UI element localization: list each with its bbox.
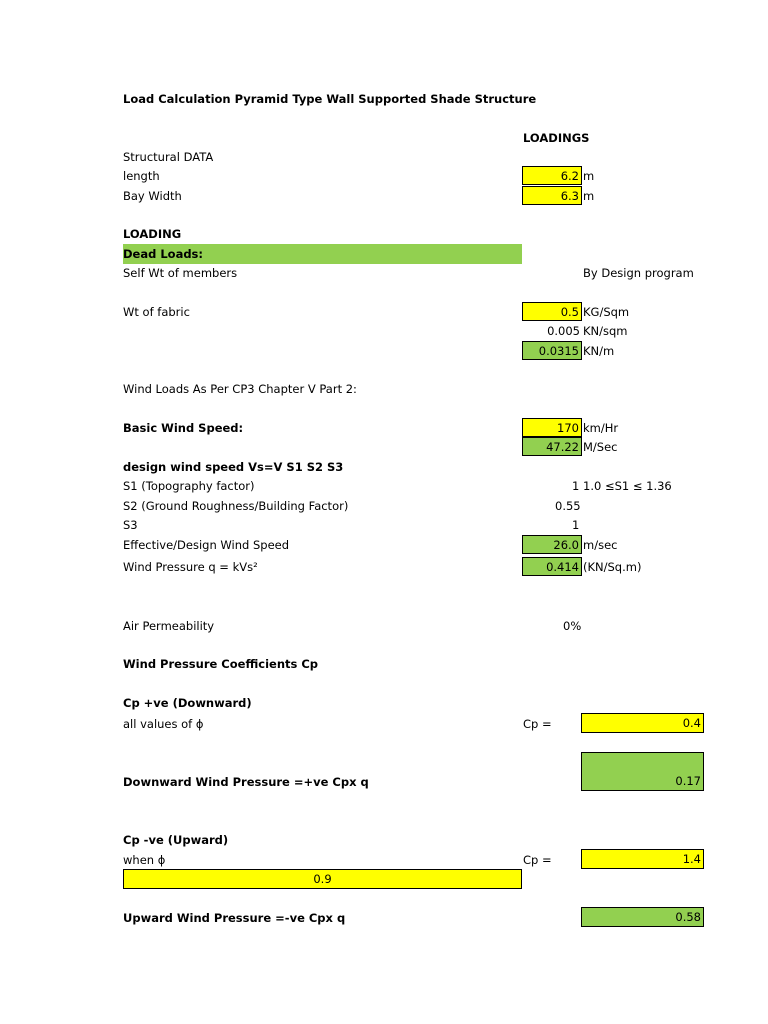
- s3-value: 1: [572, 518, 580, 532]
- cp-negative-cp-label: Cp =: [523, 853, 552, 867]
- fabric-kn-unit: KN/sqm: [583, 324, 628, 338]
- effective-speed-label: Effective/Design Wind Speed: [123, 538, 290, 552]
- length-value-cell[interactable]: 6.2: [522, 166, 582, 185]
- phi-value-cell[interactable]: 0.9: [123, 869, 522, 889]
- upward-pressure-cell[interactable]: 0.58: [581, 907, 704, 927]
- basic-wind-ms-unit: M/Sec: [583, 440, 618, 454]
- length-label: length: [123, 169, 160, 183]
- air-permeability-value: 0%: [563, 619, 582, 633]
- cp-positive-heading: Cp +ve (Downward): [123, 696, 252, 710]
- page-title: Load Calculation Pyramid Type Wall Supported Shade Structure: [123, 92, 537, 106]
- loading-heading: LOADING: [123, 227, 182, 241]
- structural-heading: Structural DATA: [123, 150, 214, 164]
- cp-positive-cp-label: Cp =: [523, 717, 552, 731]
- s2-value: 0.55: [555, 499, 581, 513]
- s3-label: S3: [123, 518, 138, 532]
- bay-width-label: Bay Width: [123, 189, 182, 203]
- cp-negative-heading: Cp -ve (Upward): [123, 833, 229, 847]
- basic-wind-kmh-cell[interactable]: 170: [522, 418, 582, 437]
- dead-loads-label: Dead Loads:: [123, 247, 204, 261]
- design-speed-label: design wind speed Vs=V S1 S2 S3: [123, 460, 344, 474]
- cp-positive-value-cell[interactable]: 0.4: [581, 713, 704, 733]
- self-wt-label: Self Wt of members: [123, 266, 238, 280]
- s1-value: 1: [572, 479, 580, 493]
- fabric-unit: KG/Sqm: [583, 305, 630, 319]
- cp-negative-phi-label: when ϕ: [123, 853, 166, 867]
- self-wt-note: By Design program: [583, 266, 694, 280]
- length-unit: m: [583, 169, 595, 183]
- basic-wind-ms-cell[interactable]: 47.22: [522, 437, 582, 456]
- fabric-knm-unit: KN/m: [583, 344, 615, 358]
- fabric-label: Wt of fabric: [123, 305, 190, 319]
- bay-width-unit: m: [583, 189, 595, 203]
- air-permeability-label: Air Permeability: [123, 619, 215, 633]
- downward-pressure-cell[interactable]: 0.17: [581, 752, 704, 791]
- wind-pressure-label: Wind Pressure q = kVs²: [123, 560, 258, 574]
- s1-label: S1 (Topography factor): [123, 479, 255, 493]
- bay-width-value-cell[interactable]: 6.3: [522, 186, 582, 205]
- s1-range: 1.0 ≤S1 ≤ 1.36: [583, 479, 672, 493]
- cp-positive-phi-label: all values of ϕ: [123, 717, 204, 731]
- fabric-value-cell[interactable]: 0.5: [522, 302, 582, 321]
- basic-wind-kmh-unit: km/Hr: [583, 421, 619, 435]
- fabric-knm-cell[interactable]: 0.0315: [522, 341, 582, 360]
- cp-negative-value-cell[interactable]: 1.4: [581, 849, 704, 869]
- upward-pressure-label: Upward Wind Pressure =-ve Cpx q: [123, 911, 346, 925]
- coefficients-heading: Wind Pressure Coefficients Cp: [123, 657, 319, 671]
- fabric-kn-cell[interactable]: 0.005: [547, 324, 580, 338]
- downward-pressure-label: Downward Wind Pressure =+ve Cpx q: [123, 775, 369, 789]
- wind-pressure-cell[interactable]: 0.414: [522, 557, 582, 576]
- effective-speed-unit: m/sec: [583, 538, 618, 552]
- dead-loads-band: [123, 244, 522, 264]
- effective-speed-cell[interactable]: 26.0: [522, 535, 582, 554]
- wind-heading: Wind Loads As Per CP3 Chapter V Part 2:: [123, 382, 357, 396]
- wind-pressure-unit: (KN/Sq.m): [583, 560, 642, 574]
- loadings-header: LOADINGS: [523, 131, 590, 145]
- s2-label: S2 (Ground Roughness/Building Factor): [123, 499, 349, 513]
- basic-wind-label: Basic Wind Speed:: [123, 421, 244, 435]
